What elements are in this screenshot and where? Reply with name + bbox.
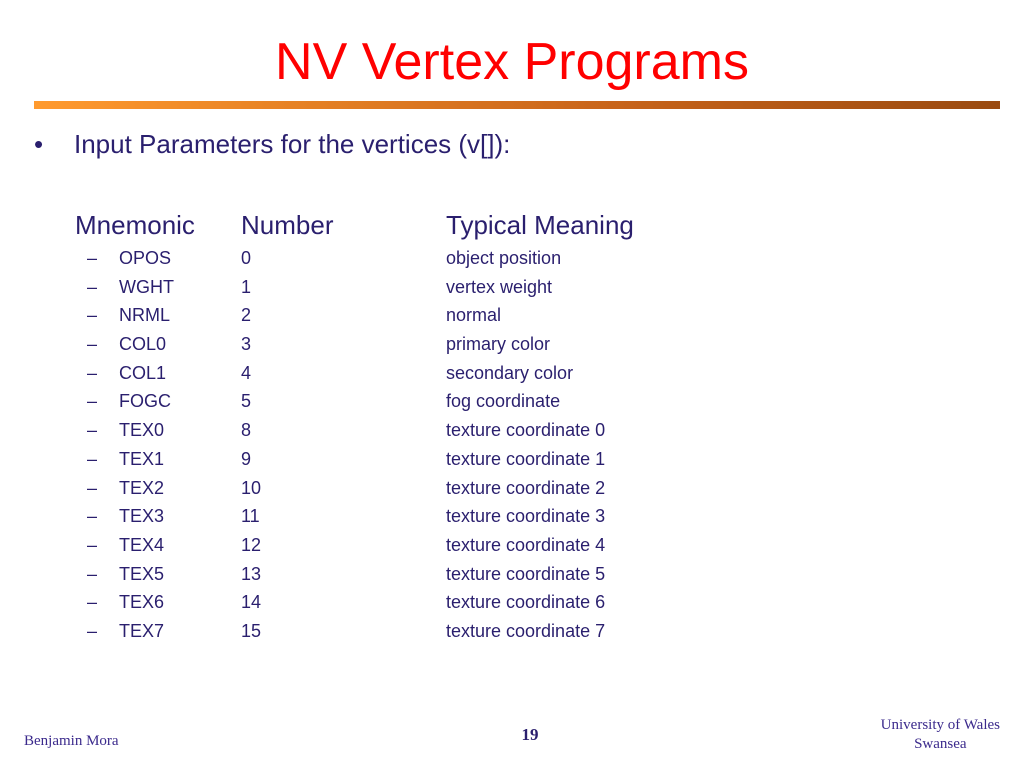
row-mnemonic: OPOS [119,248,172,268]
header-number: Number [241,210,334,240]
row-number: 5 [241,391,252,412]
row-meaning: texture coordinate 2 [446,477,606,498]
row-number: 11 [241,506,260,527]
row-mnemonic: NRML [119,305,171,326]
row-number: 1 [241,276,252,297]
table-row [0,617,1024,646]
row-meaning: secondary color [446,362,574,383]
row-meaning: texture coordinate 6 [446,592,606,613]
dash-icon: – [87,534,98,555]
dash-icon: – [87,305,98,326]
row-number: 4 [241,362,252,383]
row-mnemonic: FOGC [119,391,171,412]
row-number: 14 [241,592,262,613]
row-mnemonic: TEX5 [119,563,165,584]
dash-icon: – [87,420,98,441]
table-row [0,416,1024,445]
footer-institution [881,716,1000,754]
row-meaning: texture coordinate 1 [446,448,606,469]
table-body [0,244,1024,646]
header-mnemonic: Mnemonic [75,210,195,240]
row-number: 9 [241,448,252,469]
dash-icon: – [87,391,98,412]
row-number: 8 [241,420,252,441]
row-mnemonic: TEX0 [119,420,165,441]
row-number: 0 [241,248,252,268]
header-meaning: Typical Meaning [446,210,634,240]
row-mnemonic: TEX6 [119,592,165,613]
dash-icon: – [87,563,98,584]
row-number: 3 [241,334,252,355]
row-mnemonic: COL0 [119,334,167,355]
row-number: 10 [241,477,262,498]
dash-icon: – [87,276,98,297]
row-meaning: vertex weight [446,276,553,297]
dash-icon: – [87,620,98,641]
row-mnemonic: TEX1 [119,448,165,469]
row-number: 15 [241,620,262,641]
row-meaning: texture coordinate 4 [446,534,606,555]
row-meaning: object position [446,248,562,268]
table-row [0,560,1024,589]
table-row [0,531,1024,560]
row-meaning: fog coordinate [446,391,561,412]
slide-title: NV Vertex Programs [275,33,749,91]
table-header [0,208,1024,242]
table-row [0,445,1024,474]
row-meaning: texture coordinate 5 [446,563,606,584]
row-mnemonic: TEX7 [119,620,165,641]
table-row [0,330,1024,359]
row-meaning: texture coordinate 3 [446,506,606,527]
bullet-item [34,128,510,160]
row-mnemonic: TEX3 [119,506,165,527]
bullet-text: Input Parameters for the vertices (v[]): [74,129,511,159]
row-number: 13 [241,563,262,584]
dash-icon: – [87,334,98,355]
table-row [0,301,1024,330]
row-mnemonic: WGHT [119,276,174,297]
bullet-icon: • [34,129,44,159]
row-number: 12 [241,534,262,555]
table-row [0,273,1024,302]
page-number: 19 [521,725,539,744]
row-mnemonic: TEX2 [119,477,165,498]
dash-icon: – [87,506,98,527]
dash-icon: – [87,592,98,613]
row-mnemonic: TEX4 [119,534,165,555]
row-meaning: texture coordinate 7 [446,620,606,641]
table-row [0,387,1024,416]
row-meaning: primary color [446,334,551,355]
row-mnemonic: COL1 [119,362,167,383]
dash-icon: – [87,477,98,498]
table-row [0,244,1024,273]
table-row [0,502,1024,531]
row-meaning: normal [446,305,502,326]
row-number: 2 [241,305,252,326]
dash-icon: – [87,448,98,469]
row-meaning: texture coordinate 0 [446,420,606,441]
table-row [0,588,1024,617]
dash-icon: – [87,362,98,383]
footer-author: Benjamin Mora [24,733,119,749]
institution-line-1: University of Wales [880,717,1000,733]
table-row [0,359,1024,388]
institution-line-2: Swansea [914,736,967,752]
title-divider [34,101,1000,109]
dash-icon: – [87,248,98,268]
table-row [0,474,1024,503]
